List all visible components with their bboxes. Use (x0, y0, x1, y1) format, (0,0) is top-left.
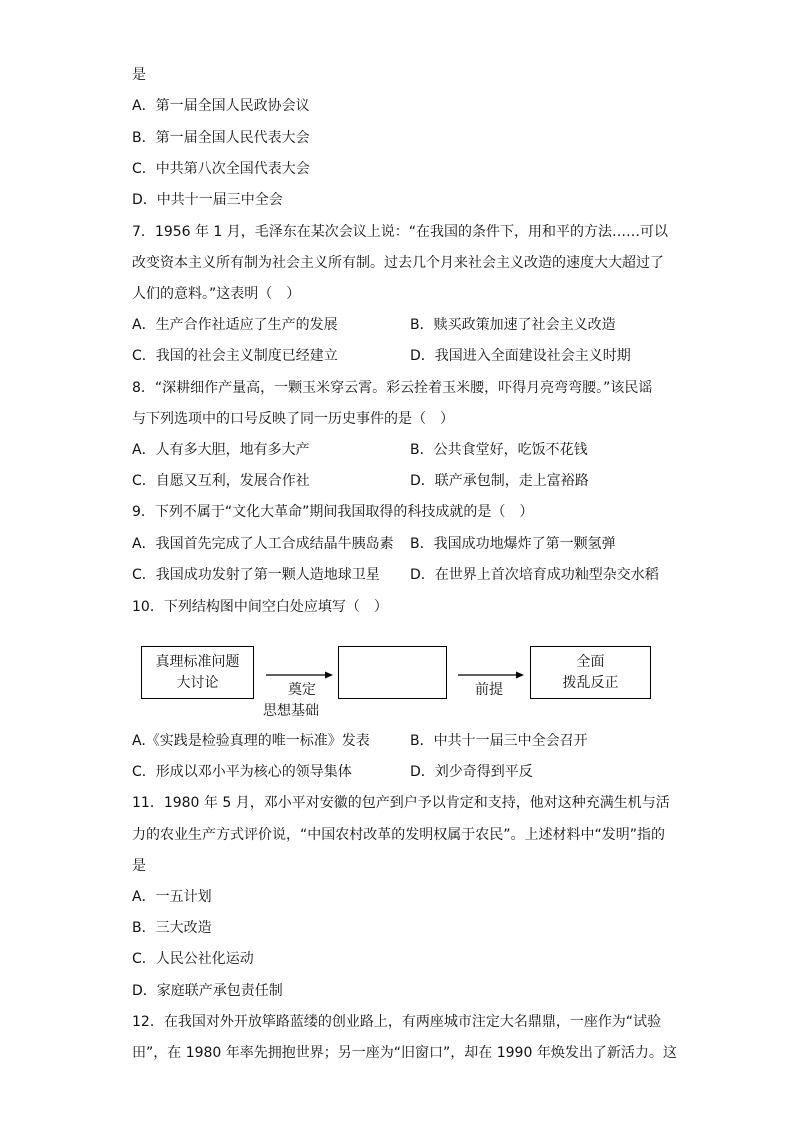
q8-option-c: C．自愿又互利，发展合作社 (132, 473, 310, 489)
q7-option-d: D．我国进入全面建设社会主义时期 (410, 348, 631, 364)
q11-stem-line3: 是 (132, 858, 146, 874)
q12-stem-line1: 12．在我国对外开放筚路蓝缕的创业路上，有两座城市注定大名鼎鼎，一座作为“试验 (132, 1014, 662, 1030)
q10-option-d: D．刘少奇得到平反 (410, 764, 533, 780)
q7-stem-line1: 7．1956 年 1 月，毛泽东在某次会议上说：“在我国的条件下，用和平的方法……可以 (132, 224, 669, 240)
q6-option-d: D．中共十一届三中全会 (132, 192, 283, 208)
q6-option-c: C．中共第八次全国代表大会 (132, 161, 310, 177)
q12-stem-line2: 田”，在 1980 年率先拥抱世界；另一座为“旧窗口”，却在 1990 年焕发出了新活力。这 (132, 1045, 677, 1061)
q11-option-d: D．家庭联产承包责任制 (132, 983, 283, 999)
q9-option-b: B．我国成功地爆炸了第一颗氢弹 (410, 536, 616, 552)
q7-option-a: A．生产合作社适应了生产的发展 (132, 317, 338, 333)
q9-option-d: D．在世界上首次培育成功籼型杂交水稻 (410, 567, 659, 583)
q11-option-b: B．三大改造 (132, 920, 212, 936)
q6-stem-continued: 是 (132, 67, 146, 83)
q8-stem-line1: 8．“深耕细作产量高，一颗玉米穿云霄。彩云拴着玉米腰，吓得月亮弯弯腰。”该民谣 (132, 380, 653, 396)
q8-option-a: A．人有多大胆，地有多大产 (132, 442, 310, 458)
arrow-1-label-line2: 思想基础 (263, 703, 319, 719)
q11-stem-line2: 力的农业生产方式评价说，“中国农村改革的发明权属于农民”。上述材料中“发明”指的 (132, 827, 666, 843)
diagram-box-right-line1: 全面 (576, 653, 605, 670)
q8-stem-line2: 与下列选项中的口号反映了同一历史事件的是（ ） (132, 411, 454, 427)
q6-option-b: B．第一届全国人民代表大会 (132, 130, 310, 146)
q8-option-b: B．公共食堂好，吃饭不花钱 (410, 442, 588, 458)
diagram-box-left-line2: 大讨论 (176, 674, 219, 691)
q11-option-a: A．一五计划 (132, 889, 212, 905)
q9-option-c: C．我国成功发射了第一颗人造地球卫星 (132, 567, 380, 583)
q8-option-d: D．联产承包制，走上富裕路 (410, 473, 589, 489)
q10-stem: 10．下列结构图中间空白处应填写（ ） (132, 599, 388, 615)
arrow-2 (458, 672, 524, 679)
q10-option-a: A.《实践是检验真理的唯一标准》发表 (132, 733, 370, 749)
diagram-box-right-line2: 拨乱反正 (562, 674, 619, 691)
q10-option-b: B．中共十一届三中全会召开 (410, 733, 588, 749)
q10-option-c: C．形成以邓小平为核心的领导集体 (132, 764, 352, 780)
q11-stem-line1: 11．1980 年 5 月，邓小平对安徽的包产到户予以肯定和支持，他对这种充满生机与活 (132, 795, 670, 811)
q7-option-b: B．赎买政策加速了社会主义改造 (410, 317, 616, 333)
q6-option-a: A．第一届全国人民政协会议 (132, 98, 310, 114)
arrow-1-label-line1: 奠定 (288, 682, 316, 698)
arrow-1 (266, 672, 333, 679)
q9-stem: 9．下列不属于“文化大革命”期间我国取得的科技成就的是（ ） (132, 504, 534, 520)
q9-option-a: A．我国首先完成了人工合成结晶牛胰岛素 (132, 536, 394, 552)
q11-option-c: C．人民公社化运动 (132, 951, 254, 967)
q7-option-c: C．我国的社会主义制度已经建立 (132, 348, 338, 364)
q7-stem-line3: 人们的意料。”这表明（ ） (132, 286, 301, 302)
diagram-box-left-line1: 真理标准问题 (155, 653, 240, 670)
q7-stem-line2: 改变资本主义所有制为社会主义所有制。过去几个月来社会主义改造的速度大大超过了 (132, 255, 664, 271)
arrow-2-label: 前提 (475, 682, 503, 698)
